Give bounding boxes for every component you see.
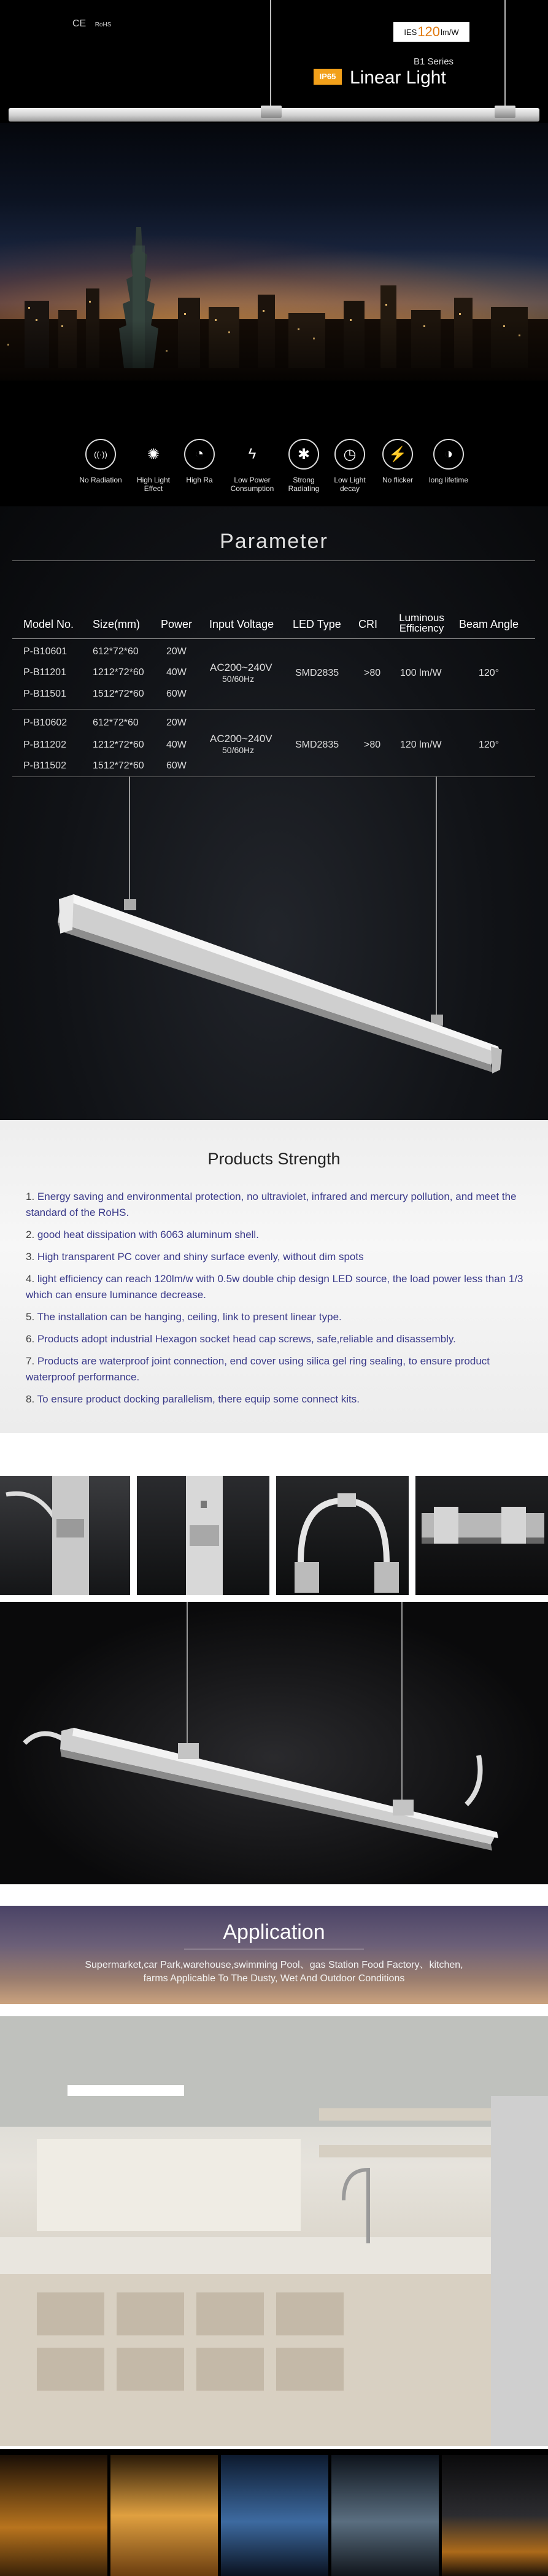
detail-photo-bracket xyxy=(415,1476,548,1595)
strength-list xyxy=(26,1189,529,1407)
scene-warehouse xyxy=(0,2455,107,2576)
ies-badge xyxy=(393,22,469,42)
list-item xyxy=(26,1331,529,1347)
item-text: light efficiency can reach 120lm/w with 0.5w double chip design LED source, the load power less than 1/3 which can ensure luminance decrease. xyxy=(26,1273,523,1301)
long-lifetime-icon: ◑ xyxy=(433,439,464,470)
col-model: Model No. xyxy=(23,618,74,630)
group-divider xyxy=(12,709,535,710)
item-number: 1. xyxy=(26,1191,35,1202)
feature-low-power xyxy=(223,439,282,493)
cell-led: SMD2835 xyxy=(295,740,339,750)
cell-power: 40W xyxy=(166,740,187,750)
list-item xyxy=(26,1249,529,1265)
cell-power: 60W xyxy=(166,689,187,699)
cell-angle: 120° xyxy=(479,740,500,750)
detail-photo-cable xyxy=(0,1476,130,1595)
cell-frequency: 50/60Hz xyxy=(222,674,255,684)
col-cri: CRI xyxy=(358,618,377,630)
col-efficiency: Luminous Efficiency xyxy=(399,612,444,634)
strength-title: Products Strength xyxy=(207,1150,341,1168)
col-power: Power xyxy=(161,618,193,630)
col-voltage: Input Voltage xyxy=(209,618,274,630)
cell-model: P-B11502 xyxy=(23,760,66,771)
cell-model: P-B11501 xyxy=(23,689,66,699)
application-line-1: Supermarket,car Park,warehouse,swimming Pool、gas Station Food Factory、kitchen, xyxy=(85,1960,463,1970)
cell-size: 612*72*60 xyxy=(93,717,139,728)
scene-supermarket xyxy=(110,2455,218,2576)
title-divider xyxy=(12,560,535,561)
kitchen-application-image xyxy=(0,2016,548,2446)
list-item xyxy=(26,1271,529,1303)
hero-title: Linear Light xyxy=(350,68,446,88)
item-text: High transparent PC cover and shiny surface evenly, without dim spots xyxy=(37,1251,364,1263)
item-text: Products are waterproof joint connection, end cover using silica gel ring sealing, to ensure product waterproof performance. xyxy=(26,1355,490,1383)
detail-thumbnails xyxy=(0,1476,548,1599)
item-number: 7. xyxy=(26,1355,35,1367)
feature-high-ra xyxy=(170,439,229,484)
cell-cri: >80 xyxy=(364,740,381,750)
feature-label: No flicker xyxy=(382,476,413,484)
application-line-2: farms Applicable To The Dusty, Wet And Outdoor Conditions xyxy=(143,1973,405,1984)
cell-frequency: 50/60Hz xyxy=(222,745,255,755)
cell-power: 40W xyxy=(166,667,187,678)
ce-mark: CE xyxy=(72,18,87,29)
series-label: B1 Series xyxy=(414,56,454,67)
cell-angle: 120° xyxy=(479,668,500,678)
cell-model: P-B11201 xyxy=(23,667,66,678)
high-light-effect-icon: ✺ xyxy=(147,446,160,463)
item-number: 4. xyxy=(26,1273,35,1285)
cell-size: 1212*72*60 xyxy=(93,740,144,750)
cell-led: SMD2835 xyxy=(295,668,339,678)
suspension-wire-left xyxy=(270,0,271,110)
feature-label: No Radiation xyxy=(79,476,122,484)
strong-radiating-icon: ✱ xyxy=(288,439,319,470)
feature-label: Low Power Consumption xyxy=(230,476,274,493)
list-item xyxy=(26,1391,529,1407)
cell-power: 20W xyxy=(166,646,187,657)
high-ra-icon: ◔ xyxy=(184,439,215,470)
application-title: Application xyxy=(223,1920,325,1944)
cell-efficiency: 100 lm/W xyxy=(400,668,442,678)
parameter-title: Parameter xyxy=(220,530,328,553)
scene-corridor xyxy=(331,2455,439,2576)
certification-marks xyxy=(72,18,117,29)
no-radiation-icon: ((·)) xyxy=(85,439,116,470)
ip-rating-badge: IP65 xyxy=(314,69,342,85)
item-number: 6. xyxy=(26,1333,35,1345)
lamp-clip-right xyxy=(495,106,515,118)
item-text: The installation can be hanging, ceiling, link to present linear type. xyxy=(37,1311,342,1323)
item-number: 2. xyxy=(26,1229,35,1240)
feature-label: Strong Radiating xyxy=(288,476,320,493)
cell-voltage: AC200~240V xyxy=(210,662,272,673)
feature-label: High Ra xyxy=(186,476,213,484)
hero-fade xyxy=(0,319,548,405)
col-led: LED Type xyxy=(293,618,341,630)
item-text: Products adopt industrial Hexagon socket head cap screws, safe,reliable and disassembly. xyxy=(37,1333,456,1345)
detail-photo-connector xyxy=(276,1476,409,1595)
ies-unit: lm/W xyxy=(441,27,459,37)
list-item xyxy=(26,1353,529,1385)
cell-size: 1512*72*60 xyxy=(93,689,144,699)
ies-prefix: IES xyxy=(404,27,417,37)
cell-size: 1512*72*60 xyxy=(93,760,144,771)
lamp-clip-left xyxy=(261,106,282,118)
ies-value: 120 xyxy=(417,24,441,39)
col-angle: Beam Angle xyxy=(459,618,519,630)
list-item xyxy=(26,1227,529,1243)
cell-voltage: AC200~240V xyxy=(210,733,272,745)
feature-label: long lifetime xyxy=(428,476,469,484)
application-description xyxy=(0,1959,548,1986)
feature-no-flicker xyxy=(368,439,427,484)
detail-photo-cover xyxy=(137,1476,269,1595)
feature-label: High Light Effect xyxy=(136,476,171,493)
item-number: 3. xyxy=(26,1251,35,1263)
cell-size: 612*72*60 xyxy=(93,646,139,657)
item-number: 5. xyxy=(26,1311,35,1323)
cell-model: P-B11202 xyxy=(23,740,66,750)
application-banner xyxy=(0,1906,548,2004)
suspension-wire-right xyxy=(504,0,506,110)
list-item xyxy=(26,1309,529,1325)
item-text: To ensure product docking parallelism, there equip some connect kits. xyxy=(37,1393,360,1405)
application-scenes xyxy=(0,2449,548,2576)
cell-power: 60W xyxy=(166,760,187,771)
item-text: good heat dissipation with 6063 aluminum shell. xyxy=(37,1229,259,1240)
cell-model: P-B10602 xyxy=(23,717,68,728)
cell-power: 20W xyxy=(166,717,187,728)
feature-icons xyxy=(0,405,548,506)
cell-size: 1212*72*60 xyxy=(93,667,144,678)
col-size: Size(mm) xyxy=(93,618,140,630)
hero-banner xyxy=(0,0,548,405)
cell-model: P-B10601 xyxy=(23,646,68,657)
cell-cri: >80 xyxy=(364,668,381,678)
item-number: 8. xyxy=(26,1393,35,1405)
cell-efficiency: 120 lm/W xyxy=(400,740,442,750)
parameter-section xyxy=(0,506,548,1120)
diagonal-linear-light-image xyxy=(0,776,548,1120)
feature-label: Low Light decay xyxy=(334,476,366,493)
rohs-mark: RoHS xyxy=(95,21,112,28)
suspended-light-image xyxy=(0,1602,548,1884)
list-item xyxy=(26,1189,529,1221)
no-flicker-icon: ⚡ xyxy=(382,439,413,470)
scene-subway xyxy=(221,2455,328,2576)
scene-car-park xyxy=(442,2455,548,2576)
header-divider xyxy=(12,638,535,639)
feature-no-radiation xyxy=(71,439,130,484)
low-light-decay-icon: ◷ xyxy=(334,439,365,470)
item-text: Energy saving and environmental protection, no ultraviolet, infrared and mercury pollution, and meet the standard of the RoHS. xyxy=(26,1191,517,1218)
low-power-icon: ϟ xyxy=(248,446,257,462)
products-strength-section xyxy=(0,1120,548,1433)
feature-long-lifetime xyxy=(419,439,478,484)
